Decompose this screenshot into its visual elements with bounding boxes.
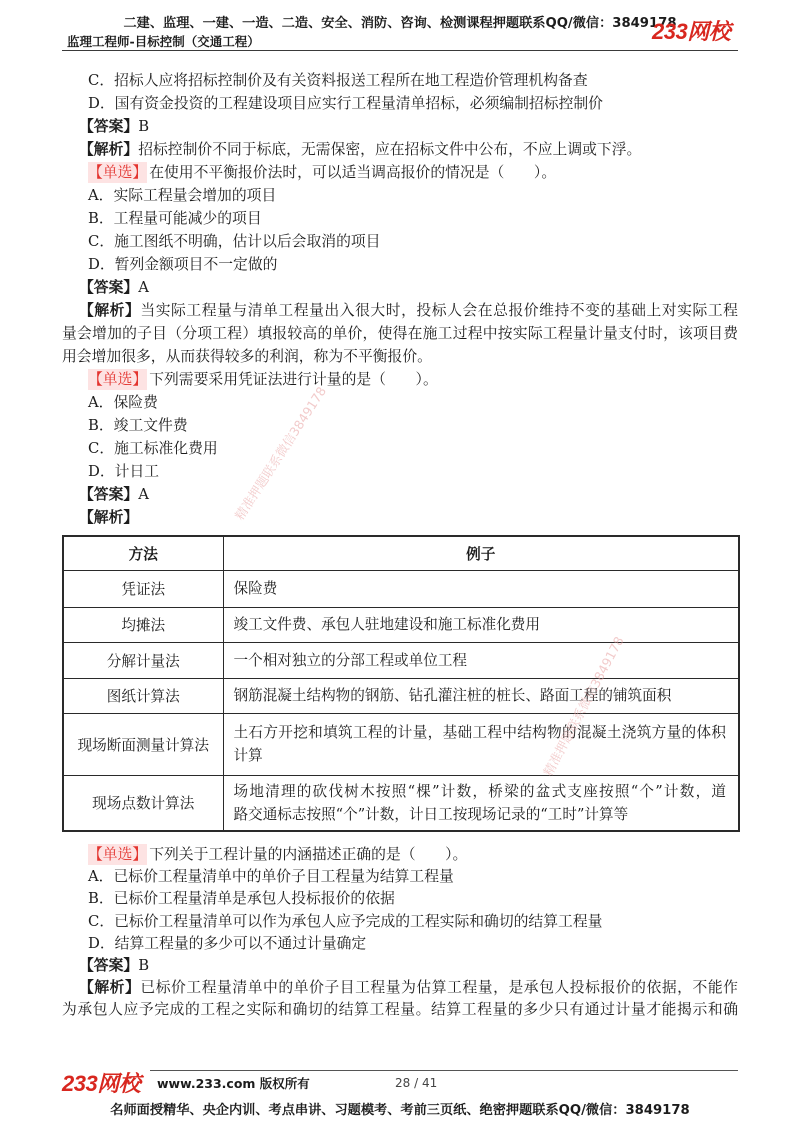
table-row — [63, 713, 739, 775]
table-row — [63, 642, 739, 678]
footer-promo-line: 名师面授精华、央企内训、考点串讲、习题模考、考前三页纸、绝密押题联系QQ/微信：3849178 — [110, 1103, 690, 1118]
footer-divider — [150, 1070, 738, 1071]
option-c: C．已标价工程量清单可以作为承包人应予完成的工程实际和确切的结算工程量 — [88, 912, 603, 930]
analysis-line: 量会增加的子目（分项工程）填报较高的单价，使得在施工过程中按实际工程量计量支付时，该项目费 — [62, 325, 738, 342]
header-contact-line: 二建、监理、一建、一造、二造、安全、消防、咨询、检测课程押题联系QQ/微信：3849178 — [123, 16, 677, 31]
analysis-line: 为承包人应予完成的工程之实际和确切的结算工程量。结算工程量的多少只有通过计量才能揭示和确 — [62, 1001, 738, 1019]
question-text: 在使用不平衡报价法时，可以适当调高报价的情况是（ ）。 — [149, 164, 557, 181]
answer-label: 【答案】 — [79, 956, 139, 974]
option-d: D．计日工 — [88, 463, 160, 480]
example-cell — [223, 642, 739, 678]
option-d: D．暂列金额项目不一定做的 — [88, 256, 278, 273]
answer-label: 【答案】 — [79, 486, 139, 503]
single-choice-tag: 【单选】 — [88, 164, 148, 181]
table-row — [63, 775, 739, 831]
answer-line — [62, 115, 738, 138]
analysis-line — [62, 977, 738, 999]
example-line: 钢筋混凝土结构物的钢筋、钻孔灌注桩的桩长、路面工程的铺筑面积 — [233, 687, 672, 704]
method-cell: 凭证法 — [63, 570, 223, 607]
example-line: 计算 — [233, 747, 263, 764]
answer-value: A — [138, 486, 149, 503]
table-row — [63, 678, 739, 713]
option-b: B．已标价工程量清单是承包人投标报价的依据 — [88, 890, 395, 908]
answer-line — [62, 483, 738, 506]
example-cell — [223, 713, 739, 775]
questions-section-bottom — [62, 844, 738, 1022]
example-cell — [223, 607, 739, 642]
option-d: D．结算工程量的多少可以不通过计量确定 — [88, 934, 367, 952]
question-stem — [62, 161, 738, 184]
example-cell — [223, 678, 739, 713]
table-header-row — [63, 536, 739, 570]
answer-line — [62, 955, 738, 977]
question-stem — [62, 844, 738, 866]
option-b: B．工程量可能减少的项目 — [88, 210, 262, 227]
option-d: D．国有资金投资的工程建设项目应实行工程量清单招标，必须编制招标控制价 — [88, 95, 603, 112]
questions-section-top — [62, 69, 738, 529]
document-title: 监理工程师-目标控制（交通工程） — [67, 34, 260, 49]
example-cell — [223, 775, 739, 831]
answer-label: 【答案】 — [79, 279, 139, 296]
analysis-label: 【解析】 — [79, 509, 139, 526]
example-line: 路交通标志按照“个”计数，计日工按现场记录的“工时”计算等 — [233, 805, 629, 823]
method-cell: 分解计量法 — [63, 642, 223, 678]
answer-label: 【答案】 — [79, 118, 139, 135]
method-cell: 现场点数计算法 — [63, 775, 223, 831]
example-line: 竣工文件费、承包人驻地建设和施工标准化费用 — [233, 616, 540, 633]
analysis-text: 招标控制价不同于标底，无需保密，应在招标文件中公布，不应上调或下浮。 — [138, 141, 642, 158]
option-a: A．已标价工程量清单中的单价子目工程量为结算工程量 — [88, 868, 454, 886]
example-line: 土石方开挖和填筑工程的计量，基础工程中结构物的混凝土浇筑方量的体积 — [233, 724, 726, 741]
question-text: 下列关于工程计量的内涵描述正确的是（ ）。 — [149, 846, 468, 863]
example-line: 一个相对独立的分部工程或单位工程 — [233, 651, 468, 669]
method-cell: 均摊法 — [63, 607, 223, 642]
analysis-line — [62, 299, 738, 322]
example-line: 场地清理的砍伐树木按照“棵”计数，桥梁的盆式支座按照“个”计数，道 — [233, 782, 726, 800]
analysis-line — [62, 138, 738, 161]
answer-line — [62, 276, 738, 299]
watermark: 精准押题联系微信3849178 — [231, 383, 330, 523]
page-number: 28 / 41 — [395, 1076, 438, 1090]
header-example: 例子 — [223, 536, 739, 570]
question-text: 下列需要采用凭证法进行计量的是（ ）。 — [149, 371, 438, 388]
footer-brand-logo: 233网校 — [62, 1071, 141, 1096]
option-a: A．实际工程量会增加的项目 — [88, 187, 277, 204]
example-cell — [223, 570, 739, 607]
measurement-method-table — [62, 535, 740, 832]
answer-value: B — [138, 118, 150, 135]
analysis-label: 【解析】 — [79, 141, 139, 158]
question-stem — [62, 368, 738, 391]
table-row — [63, 570, 739, 607]
method-cell: 图纸计算法 — [63, 678, 223, 713]
watermark: 精准押题联系微信3849178 — [540, 633, 627, 779]
single-choice-tag: 【单选】 — [88, 371, 148, 388]
answer-value: A — [138, 279, 149, 296]
analysis-label: 【解析】 — [79, 979, 141, 997]
option-c: C．招标人应将招标控制价及有关资料报送工程所在地工程造价管理机构备查 — [88, 72, 588, 89]
table-row — [63, 607, 739, 642]
header-method: 方法 — [63, 536, 223, 570]
method-cell: 现场断面测量计算法 — [63, 713, 223, 775]
footer-copyright: www.233.com 版权所有 — [157, 1076, 310, 1091]
analysis-label: 【解析】 — [79, 302, 141, 319]
single-choice-tag: 【单选】 — [88, 846, 148, 863]
answer-value: B — [138, 956, 150, 974]
analysis-text: 当实际工程量与清单工程量出入很大时，投标人会在总报价维持不变的基础上对实际工程 — [140, 302, 738, 319]
analysis-line: 用会增加很多，从而获得较多的利润，称为不平衡报价。 — [62, 348, 432, 365]
analysis-text: 已标价工程量清单中的单价子目工程量为估算工程量，是承包人投标报价的依据，不能作 — [140, 979, 738, 997]
analysis-line — [62, 506, 738, 529]
option-a: A．保险费 — [88, 394, 158, 411]
example-line: 保险费 — [233, 580, 278, 597]
option-b: B．竣工文件费 — [88, 417, 188, 434]
option-c: C．施工标准化费用 — [88, 440, 218, 457]
header-divider — [62, 50, 738, 51]
option-c: C．施工图纸不明确，估计以后会取消的项目 — [88, 233, 381, 250]
brand-logo: 233网校 — [652, 19, 731, 44]
